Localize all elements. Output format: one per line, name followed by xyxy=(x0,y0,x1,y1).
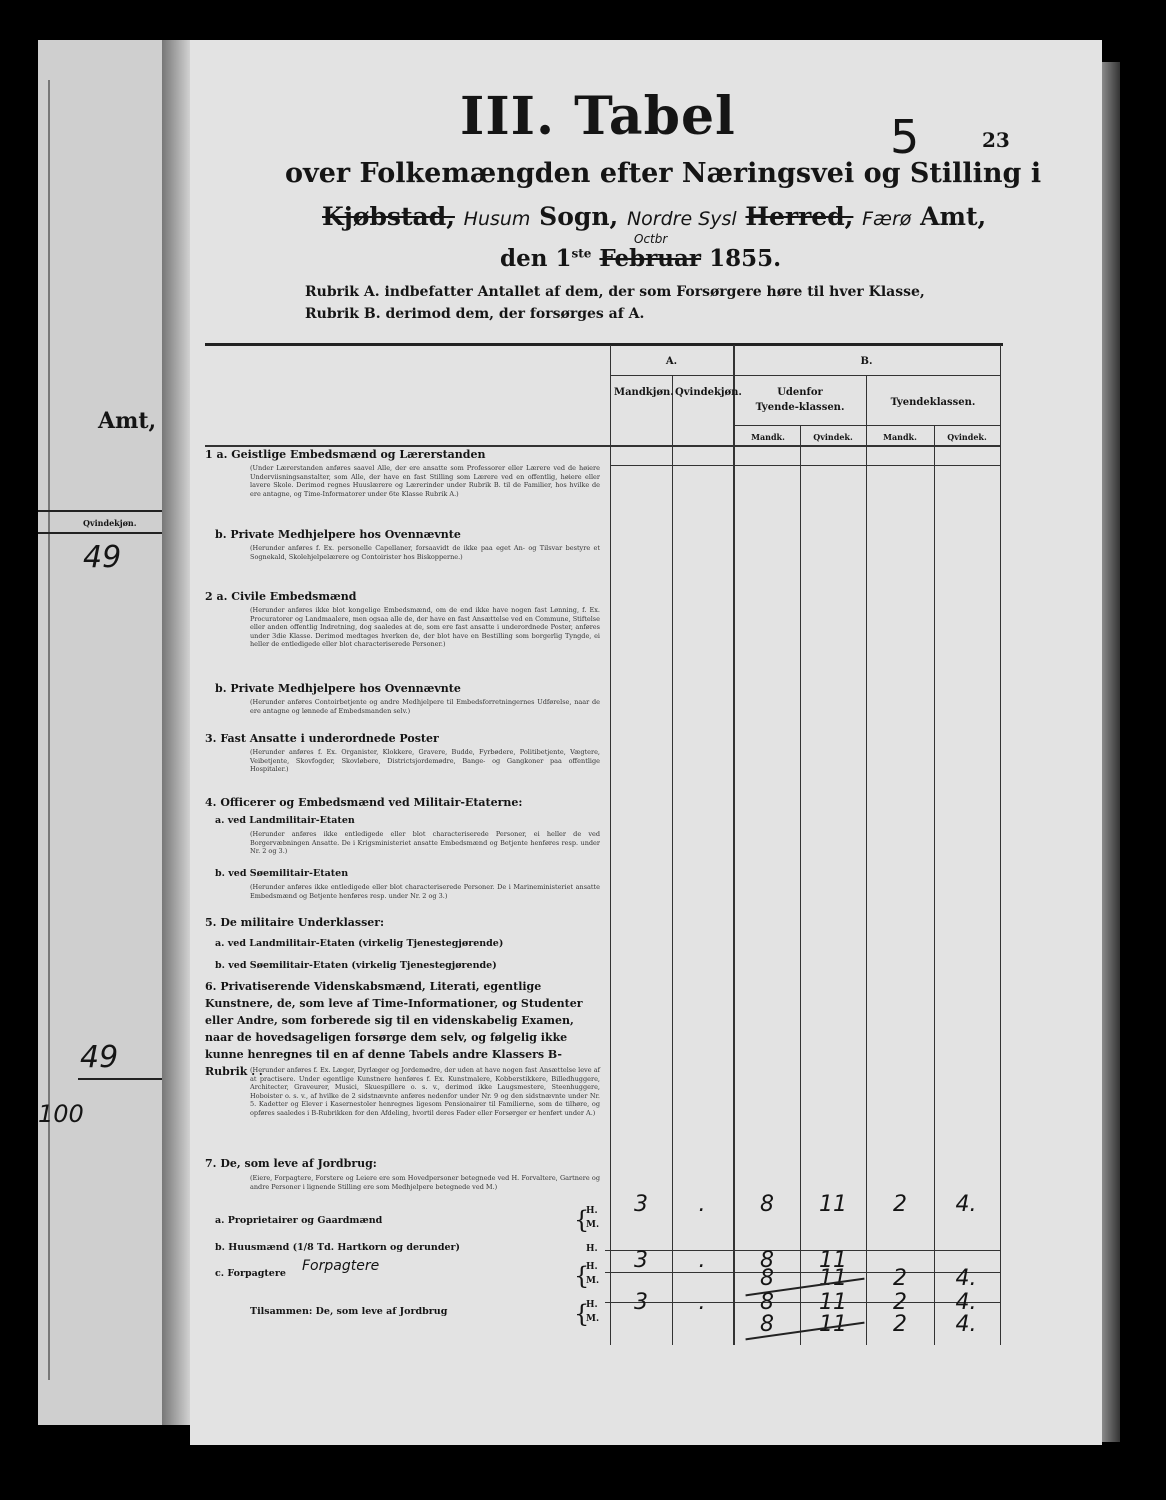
cell-7c-m-tyende-qvinde: 4. xyxy=(955,1266,977,1291)
row-5a-label: a. ved Landmilitair-Etaten (virkelig Tjenestegjørende) xyxy=(215,938,504,949)
cell-total-m-udenfor-qvinde: 11 xyxy=(819,1312,847,1337)
row-5b-label: b. ved Søemilitair-Etaten (virkelig Tjenestegjørende) xyxy=(215,960,497,971)
cell-7a-h-tyende-qvinde: 4. xyxy=(955,1192,977,1217)
handwritten-amt: Færø xyxy=(862,208,912,230)
book-spine xyxy=(162,40,192,1425)
cell-total-m-tyende-qvinde: 4. xyxy=(955,1312,977,1337)
cell-total-m-udenfor-mand: 8 xyxy=(760,1312,774,1337)
col-mand-header: Mandkjøn. xyxy=(614,387,674,398)
row-1b-label: b. Private Medhjelpere hos Ovennævnte xyxy=(215,528,461,541)
date-year: 1855. xyxy=(709,245,782,272)
location-line xyxy=(322,202,986,231)
sub-mandk-header: Mandk. xyxy=(751,432,785,442)
left-page-col-header: Qvindekjøn. xyxy=(83,518,137,528)
grid-line xyxy=(1000,345,1001,1345)
row-4a-label: a. ved Landmilitair-Etaten xyxy=(215,815,355,826)
date-line xyxy=(500,245,781,272)
row-7b-label: b. Huusmænd (1/8 Td. Hartkorn og derunder) xyxy=(215,1242,461,1253)
cell-7c-h-qvinde: . xyxy=(698,1248,706,1273)
col-tyende-header: Tyendeklassen. xyxy=(890,397,976,408)
brace: { xyxy=(574,1206,590,1234)
row-3-label: 3. Fast Ansatte i underordnede Poster xyxy=(205,732,439,745)
row-7c-handwritten: Forpagtere xyxy=(302,1258,380,1274)
cell-7c-m-tyende-mand: 2 xyxy=(893,1266,907,1291)
cell-7a-h-mand: 3 xyxy=(634,1192,648,1217)
row-2a-note: (Herunder anføres ikke blot kongelige Embedsmænd, om de end ikke have nogen fast Lønning, f. Ex. Procuratorer og Landmaalere, men ogsaa alle de, der have en fast Ansættelse ved en Commune, Stiftelse eller anden offentlig Indretning, dog saaledes at de, som ere fast ansatte i underordnede Poster, anføres under 3die Klasse. Derimod medtages hverken de, der blot have en Bestilling som borgerlig Tyngde, ei heller de entledigede eller blot characteriserede Personer.) xyxy=(250,606,600,648)
row-4b-note: (Herunder anføres ikke entledigede eller blot characteriserede Personer. De i Marineministeriet ansatte Embedsmænd og Betjente henføres resp. under Nr. 2 og 3.) xyxy=(250,883,600,900)
grid-line xyxy=(934,425,935,1345)
sub-qvindek-header: Qvindek. xyxy=(813,432,853,442)
brace: { xyxy=(574,1262,590,1290)
left-page-column-rule xyxy=(48,80,160,1380)
marker-h: H. xyxy=(586,1300,598,1310)
left-page-rule xyxy=(38,510,162,512)
group-a-header: A. xyxy=(665,356,678,367)
sogn-label: Sogn, xyxy=(539,202,619,231)
row-1b-note: (Herunder anføres f. Ex. personelle Capellaner, forsaavidt de ikke paa eget An- og Tilsvar bestyre et Sognekald, Skolehjelpelærere og Contoirister hos Biskopperne.) xyxy=(250,544,600,561)
row-4-label: 4. Officerer og Embedsmænd ved Militair-Etaterne: xyxy=(205,796,523,809)
marker-h: H. xyxy=(586,1262,598,1272)
marker-m: M. xyxy=(586,1220,600,1230)
cell-7c-h-udenfor-qvinde: 11 xyxy=(819,1248,847,1273)
row-7a-label: a. Proprietairer og Gaardmænd xyxy=(215,1215,383,1226)
rubrik-a-note: Rubrik A. indbefatter Antallet af dem, der som Forsørgere høre til hver Klasse, xyxy=(305,284,925,300)
handwritten-number: 5 xyxy=(890,110,920,164)
row-5-label: 5. De militaire Underklasser: xyxy=(205,916,385,929)
rubrik-b-note: Rubrik B. derimod dem, der forsørges af A. xyxy=(305,306,645,322)
cell-total-h-qvinde: . xyxy=(698,1290,706,1315)
table-top-rule xyxy=(205,343,1003,346)
row-6-label: 6. Privatiserende Videnskabsmænd, Literati, egentlige Kunstnere, de, som leve af Time-Informationer, og Studenter eller Andre, som forberede sig til en videnskabelig Examen, naar de hovedsageligen forsørge dem selv, og følgelig ikke kunne henregnes til en af denne Tabels andre Klassers B-Rubrik . . xyxy=(205,980,583,1078)
grid-line xyxy=(866,375,867,1345)
cell-7c-h-udenfor-mand: 8 xyxy=(760,1248,774,1273)
marker-h: H. xyxy=(586,1206,598,1216)
group-b-header: B. xyxy=(860,356,873,367)
row-7-note: (Eiere, Forpagtere, Forstere og Leiere ere som Hovedpersoner betegnede ved H. Forvaltere, Gartnere og andre Personer i lignende Stilling ere som Medhjelpere betegnede ved M.) xyxy=(250,1174,600,1191)
grid-line xyxy=(733,425,1000,426)
date-prefix: den 1 xyxy=(500,245,572,272)
grid-line xyxy=(610,465,1000,466)
row-7c-label: c. Forpagtere xyxy=(215,1268,286,1279)
left-page-value-bottom: 49 xyxy=(80,1040,119,1075)
grid-line xyxy=(733,345,735,1345)
row-2b-note: (Herunder anføres Contoirbetjente og andre Medhjelpere til Embedsforretningernes Udførelse, naar de ere antagne og lønnede af Embedsmanden selv.) xyxy=(250,698,600,715)
row-1a-label: 1 a. Geistlige Embedsmænd og Lærerstanden xyxy=(205,448,486,461)
row-7-label: 7. De, som leve af Jordbrug: xyxy=(205,1157,377,1170)
kjobstad-label: Kjøbstad, xyxy=(322,202,455,231)
row-1a-note: (Under Lærerstanden anføres saavel Alle, der ere ansatte som Professorer eller Lærere ved de høiere Underviisningsanstalter, som Alle, der have en fast Stilling som Lærere ved en offentlig, høiere eller lavere Skole. Derimod regnes Huuslærere og Lærerinder under Rubrik B. til de Familier, hos hvilke de ere antagne, og Time-Informatorer under 6te Klasse Rubrik A.) xyxy=(250,464,600,498)
marker-h: H. xyxy=(586,1244,598,1254)
cell-total-m-tyende-mand: 2 xyxy=(893,1312,907,1337)
left-page-fragment xyxy=(38,40,165,1425)
grid-line xyxy=(610,375,1000,376)
marker-m: M. xyxy=(586,1314,600,1324)
cell-7c-m-udenfor-qvinde: 11 xyxy=(819,1266,847,1291)
cell-7a-h-tyende-mand: 2 xyxy=(893,1192,907,1217)
page-number: 23 xyxy=(982,128,1010,152)
cell-7a-h-udenfor-qvinde: 11 xyxy=(819,1192,847,1217)
handwritten-place: Husum xyxy=(463,208,531,230)
cell-total-h-udenfor-qvinde: 11 xyxy=(819,1290,847,1315)
date-sup: ste xyxy=(571,246,592,261)
cell-7c-m-udenfor-mand: 8 xyxy=(760,1266,774,1291)
cell-total-h-udenfor-mand: 8 xyxy=(760,1290,774,1315)
cell-total-h-mand: 3 xyxy=(634,1290,648,1315)
left-page-rule xyxy=(38,532,162,534)
row-2b-label: b. Private Medhjelpere hos Ovennævnte xyxy=(215,682,461,695)
sub-mandk-header: Mandk. xyxy=(883,432,917,442)
page-subtitle: over Folkemængden efter Næringsvei og Stilling i xyxy=(285,158,1042,189)
sub-qvindek-header: Qvindek. xyxy=(947,432,987,442)
row-6-note: (Herunder anføres f. Ex. Læger, Dyrlæger og Jordemødre, der uden at have nogen fast Ansættelse leve af at practisere. Under egentlige Kunstnere henføres f. Ex. Kunstmalere, Kobberstikkere, Billedhuggere, Architecter, Graveurer, Musici, Skuespillere o. s. v., derimod ikke Laugsmestere, Steenhuggere, Hoboister o. s. v., af hvilke de 2 sidstnævnte anføres nedenfor under Nr. 9 og den sidstnævnte under Nr. 5. Kadetter og Elever i Kasernestoler henregnes ligesom Pensionairer til Familierne, som de tilhøre, og opføres saaledes i B-Rubrikken for den Afdeling, hvortil deres Fader eller Forsørger er henført under A.) xyxy=(250,1066,600,1117)
row-2a-label: 2 a. Civile Embedsmænd xyxy=(205,590,357,603)
marker-m: M. xyxy=(586,1276,600,1286)
cell-7a-h-udenfor-mand: 8 xyxy=(760,1192,774,1217)
page-edge xyxy=(1102,62,1120,1442)
row-4a-note: (Herunder anføres ikke entledigede eller blot characteriserede Personer, ei heller de ved Borgervæbningen Ansatte. De i Krigsministeriet ansatte Embedsmænd og Betjente henføres resp. under Nr. 2 og 3.) xyxy=(250,830,600,855)
cell-7a-h-qvinde: . xyxy=(698,1192,706,1217)
date-month-struck: Februar xyxy=(599,245,702,272)
page-title: III. Tabel xyxy=(460,86,736,147)
left-page-value-top: 49 xyxy=(83,540,122,575)
left-page-value-bottom2: 100 xyxy=(38,1100,84,1128)
cell-total-h-tyende-mand: 2 xyxy=(893,1290,907,1315)
grid-line xyxy=(205,445,1000,447)
brace: { xyxy=(574,1300,590,1328)
col-udenfor-header: Udenfor Tyende-klassen. xyxy=(755,387,845,413)
amt-label: Amt, xyxy=(920,202,987,231)
handwritten-month: Octbr xyxy=(634,232,668,246)
col-qvinde-header: Qvindekjøn. xyxy=(675,387,742,398)
census-page xyxy=(190,40,1102,1445)
left-page-rule xyxy=(78,1078,165,1080)
cell-7c-h-mand: 3 xyxy=(634,1248,648,1273)
row-3-note: (Herunder anføres f. Ex. Organister, Klokkere, Gravere, Budde, Fyrbødere, Politibetjente, Vægtere, Veibetjente, Skovfogder, Skovløbere, Districtsjordemødre, Bange- og Gangkoner paa offentlige Hospitaler.) xyxy=(250,748,600,773)
row-7-total-label: Tilsammen: De, som leve af Jordbrug xyxy=(250,1306,448,1317)
herred-label: Herred, xyxy=(745,202,854,231)
grid-line xyxy=(800,425,801,1345)
row-4b-label: b. ved Søemilitair-Etaten xyxy=(215,868,349,879)
handwritten-sogn: Nordre Sysl xyxy=(626,208,737,230)
left-page-amt-label: Amt, xyxy=(98,408,157,434)
cell-total-h-tyende-qvinde: 4. xyxy=(955,1290,977,1315)
